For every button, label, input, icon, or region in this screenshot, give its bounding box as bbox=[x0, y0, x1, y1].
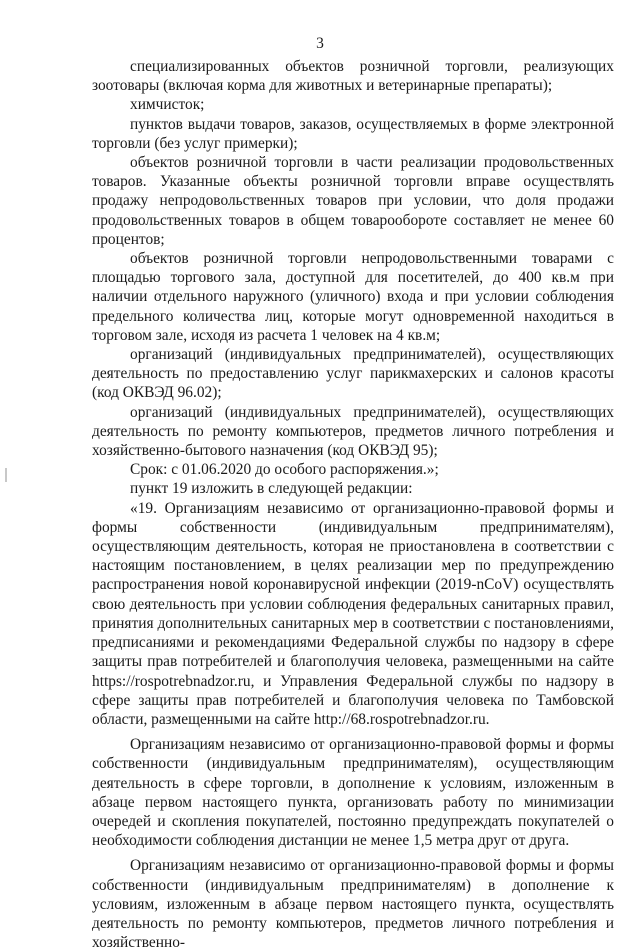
paragraph-food-retail: объектов розничной торговли в части реализации продовольственных товаров. Указанные объекты розничной торговли вправе осуществлять продажу непродовольственных товаров при условии, что доля продажи продовольственных товаров в общем товарообороте составляет не менее 60 процентов; bbox=[92, 154, 614, 248]
paragraph-term: Срок: с 01.06.2020 до особого распоряжения.»; bbox=[130, 461, 439, 479]
paragraph-pickup-points: пунктов выдачи товаров, заказов, осуществляемых в форме электронной торговли (без услуг примерки); bbox=[92, 115, 614, 152]
paragraph-trade-organizations: Организациям независимо от организационно-правовой формы и формы собственности (индивидуальным предпринимателям), осуществляющим деятельность в сфере торговли, в дополнение к условиям, изложенным в абзаце первом настоящего пункта, организовать работу по минимизации очередей и скопления покупателей, постоянно предупреждать покупателей о необходимости соблюдения дистанции не менее 1,5 метра друг от друга. bbox=[92, 736, 614, 850]
paragraph-repair-organizations: Организациям независимо от организационно-правовой формы и формы собственности (индивидуальным предпринимателям) в дополнение к условиям, изложенным в абзаце первом настоящего пункта, осуществлять деятельность по ремонту компьютеров, предметов личного потребления и хозяйственно- bbox=[92, 857, 614, 952]
paragraph-item-19-intro: пункт 19 изложить в следующей редакции: bbox=[130, 480, 413, 498]
paragraph-repair-services: организаций (индивидуальных предпринимателей), осуществляющих деятельность по ремонту компьютеров, предметов личного потребления и хозяйственно-бытового назначения (код ОКВЭД 95); bbox=[92, 403, 614, 460]
paragraph-nonfood-retail: объектов розничной торговли непродовольственными товарами с площадью торгового зала, доступной для посетителей, до 400 кв.м при наличии отдельного наружного (уличного) входа и при условии соблюдения предельного количества лиц, которые могут одновременной находиться в торговом зале, исходя из расчета 1 человек на 4 кв.м; bbox=[92, 250, 614, 344]
paragraph-dry-cleaning: химчисток; bbox=[130, 96, 205, 114]
document-body bbox=[92, 57, 614, 952]
paragraph-hairdressers: организаций (индивидуальных предпринимателей), осуществляющих деятельность по предоставлению услуг парикмахерских и салонов красоты (код ОКВЭД 96.02); bbox=[92, 346, 614, 402]
scan-artifact bbox=[5, 468, 7, 482]
page-number: 3 bbox=[316, 35, 324, 52]
paragraph-zoo-goods: специализированных объектов розничной торговли, реализующих зоотовары (включая корма для животных и ветеринарные препараты); bbox=[92, 58, 614, 95]
paragraph-item-19-text: «19. Организациям независимо от организационно-правовой формы и формы собственности (индивидуальным предпринимателям), осуществляющим деятельность, которая не приостановлена в соответствии с настоящим постановлением, в целях реализации мер по предупреждению распространения новой коронавирусной инфекции (2019-nCoV) осуществлять свою деятельность при условии соблюдения федеральных санитарных правил, принятия дополнительных санитарных мер в соответствии с постановлениями, предписаниями и рекомендациями Федеральной службы по надзору в сфере защиты прав потребителей и благополучия человека, размещенными на сайте https://rospotrebnadzor.ru, и Управления Федеральной службы по надзору в сфере защиты прав потребителей и благополучия человека по Тамбовской области, размещенными на сайте http://68.rospotrebnadzor.ru. bbox=[92, 499, 614, 728]
